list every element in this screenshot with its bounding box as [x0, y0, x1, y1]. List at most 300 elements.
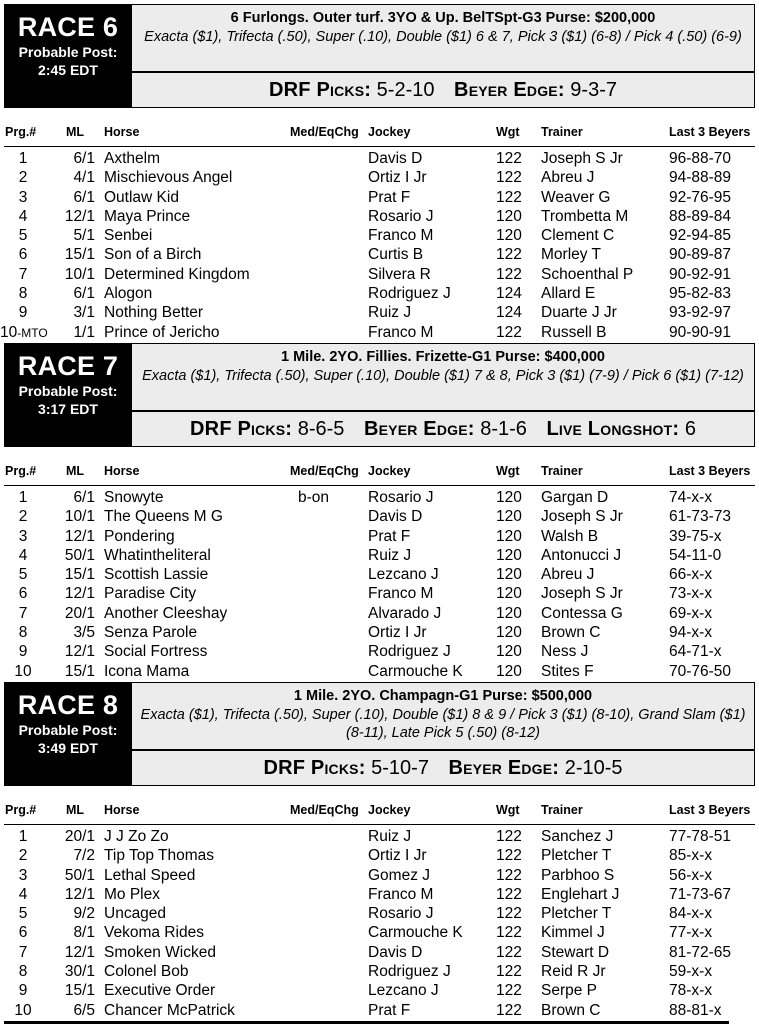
table-row — [4, 847, 755, 866]
column-header-prg: Prg.# — [5, 125, 37, 139]
race-tag — [4, 343, 132, 447]
weight: 120 — [496, 662, 522, 680]
program-number-value: 5 — [18, 566, 28, 584]
horse-name: Maya Prince — [104, 207, 191, 225]
program-number — [4, 1002, 42, 1020]
horse-name: Scottish Lassie — [104, 566, 209, 584]
program-number-value: 5 — [18, 905, 28, 923]
horse-name: Determined Kingdom — [104, 265, 250, 283]
jockey-name: Ortiz I Jr — [368, 169, 427, 187]
weight: 122 — [496, 885, 522, 903]
morning-line-odds: 15/1 — [64, 982, 95, 1000]
last-3-beyers: 88-89-84 — [669, 207, 732, 225]
program-number — [4, 189, 42, 207]
jockey-name: Carmouche K — [368, 924, 463, 942]
weight: 120 — [496, 604, 522, 622]
jockey-name: Silvera R — [368, 265, 431, 283]
morning-line-odds: 12/1 — [64, 527, 95, 545]
weight: 122 — [496, 828, 522, 845]
last-3-beyers: 95-82-83 — [669, 285, 732, 303]
trainer-name: Russell B — [541, 323, 607, 341]
table-row — [4, 547, 755, 566]
program-number — [4, 905, 42, 923]
program-number — [4, 963, 42, 981]
column-header-med: Med/EqChg — [290, 125, 359, 139]
jockey-name: Davis D — [368, 150, 423, 167]
last-3-beyers: 77-78-51 — [669, 828, 732, 845]
jockey-name: Prat F — [368, 1001, 411, 1019]
morning-line-odds: 10/1 — [64, 508, 95, 526]
picks-label: DRF Picks: — [190, 418, 293, 440]
morning-line-odds: 12/1 — [64, 207, 95, 225]
jockey-name: Rodriguez J — [368, 285, 451, 303]
weight: 124 — [496, 285, 522, 303]
horse-name: Vekoma Rides — [104, 924, 204, 942]
jockey-name: Rosario J — [368, 489, 434, 506]
horse-name: Axthelm — [104, 150, 160, 167]
horse-name: Chancer McPatrick — [104, 1001, 235, 1019]
column-header-beyers: Last 3 Beyers — [669, 803, 751, 817]
column-header-jockey: Jockey — [368, 464, 411, 478]
program-number-value: 4 — [18, 546, 28, 564]
race-header — [4, 343, 755, 447]
program-number — [4, 508, 42, 526]
horse-name: J J Zo Zo — [104, 828, 169, 845]
weight: 120 — [496, 546, 522, 564]
program-number — [4, 566, 42, 584]
jockey-name: Lezcano J — [368, 566, 439, 584]
trainer-name: Reid R Jr — [541, 963, 606, 981]
program-number — [4, 944, 42, 962]
table-row — [4, 867, 755, 886]
weight: 122 — [496, 150, 522, 167]
column-header-beyers: Last 3 Beyers — [669, 464, 751, 478]
weight: 122 — [496, 963, 522, 981]
last-3-beyers: 90-90-91 — [669, 323, 732, 341]
column-header-beyers: Last 3 Beyers — [669, 125, 751, 139]
last-3-beyers: 64-71-x — [669, 643, 722, 661]
last-3-beyers: 54-11-0 — [669, 546, 722, 564]
table-row — [4, 304, 755, 323]
jockey-name: Ruiz J — [368, 546, 412, 564]
program-number — [4, 924, 42, 942]
horse-name: Executive Order — [104, 982, 216, 1000]
last-3-beyers: 85-x-x — [669, 847, 713, 865]
jockey-name: Ortiz I Jr — [368, 847, 427, 865]
table-row — [4, 963, 755, 982]
morning-line-odds: 1/1 — [73, 323, 95, 341]
last-3-beyers: 70-76-50 — [669, 662, 732, 680]
morning-line-odds: 3/5 — [73, 624, 95, 642]
table-row — [4, 489, 755, 508]
horse-name: Uncaged — [104, 905, 167, 923]
column-header-ml: ML — [66, 803, 85, 817]
program-number-value: 7 — [18, 943, 28, 961]
race-conditions: 6 Furlongs. Outer turf. 3YO & Up. BelTSpt-G3 Purse: $200,000 — [230, 10, 656, 26]
post-time: 3:17 EDT — [38, 401, 98, 417]
jockey-name: Gomez J — [368, 866, 431, 884]
column-header-wgt: Wgt — [496, 125, 520, 139]
table-row — [4, 982, 755, 1001]
picks-value: 5-10-7 — [371, 757, 429, 779]
horse-name: Mo Plex — [104, 885, 160, 903]
program-number-value: 9 — [18, 643, 28, 661]
table-row — [4, 508, 755, 527]
race-info-box — [132, 343, 755, 447]
column-header-trainer: Trainer — [541, 803, 583, 817]
program-number-value: 5 — [18, 227, 28, 245]
last-3-beyers: 92-76-95 — [669, 188, 732, 206]
race-block — [0, 4, 755, 341]
picks-bar — [132, 749, 754, 785]
picks-label: DRF Picks: — [269, 79, 372, 101]
post-time: 2:45 EDT — [38, 62, 98, 78]
entries-list — [0, 150, 755, 343]
probable-post-label: Probable Post: — [18, 722, 118, 738]
weight: 122 — [496, 169, 522, 187]
program-number-value: 8 — [18, 624, 28, 642]
trainer-name: Duarte J Jr — [541, 304, 617, 322]
weight: 122 — [496, 924, 522, 942]
morning-line-odds: 20/1 — [64, 604, 95, 622]
weight: 122 — [496, 323, 522, 341]
morning-line-odds: 3/1 — [73, 304, 95, 322]
column-header-jockey: Jockey — [368, 125, 411, 139]
trainer-name: Walsh B — [541, 527, 599, 545]
table-row — [4, 227, 755, 246]
picks-value: 8-6-5 — [297, 418, 345, 440]
table-row — [4, 944, 755, 963]
table-row — [4, 663, 755, 682]
jockey-name: Franco M — [368, 885, 434, 903]
table-row — [4, 643, 755, 662]
table-row — [4, 208, 755, 227]
column-header-horse: Horse — [104, 803, 140, 817]
last-3-beyers: 94-x-x — [669, 624, 713, 642]
morning-line-odds: 6/1 — [73, 489, 95, 506]
entries-list — [4, 828, 755, 1021]
program-number-value: 3 — [18, 866, 28, 884]
last-3-beyers: 94-88-89 — [669, 169, 732, 187]
program-number-value: 2 — [18, 847, 28, 865]
table-row — [4, 605, 755, 624]
program-number-value: 2 — [18, 169, 28, 187]
trainer-name: Morley T — [541, 246, 602, 264]
table-row — [4, 528, 755, 547]
horse-name: Snowyte — [104, 489, 164, 506]
jockey-name: Davis D — [368, 943, 423, 961]
table-header — [4, 117, 755, 147]
horse-name: Senza Parole — [104, 624, 198, 642]
horse-name: Mischievous Angel — [104, 169, 233, 187]
trainer-name: Pletcher T — [541, 905, 612, 923]
trainer-name: Gargan D — [541, 489, 609, 506]
last-3-beyers: 96-88-70 — [669, 150, 732, 167]
last-3-beyers: 90-92-91 — [669, 265, 732, 283]
program-number-value: 7 — [18, 265, 28, 283]
trainer-name: Schoenthal P — [541, 265, 634, 283]
weight: 122 — [496, 943, 522, 961]
jockey-name: Rosario J — [368, 207, 434, 225]
program-number-value: 2 — [18, 508, 28, 526]
table-row — [4, 189, 755, 208]
last-3-beyers: 66-x-x — [669, 566, 713, 584]
column-header-wgt: Wgt — [496, 803, 520, 817]
picks-label: Beyer Edge: — [448, 757, 560, 779]
table-row — [4, 566, 755, 585]
weight: 122 — [496, 265, 522, 283]
trainer-name: Trombetta M — [541, 207, 629, 225]
program-number-value: 10 — [0, 323, 18, 341]
morning-line-odds: 50/1 — [64, 546, 95, 564]
weight: 120 — [496, 585, 522, 603]
race-conditions: 1 Mile. 2YO. Fillies. Frizette-G1 Purse: $400,000 — [281, 349, 605, 365]
table-row — [4, 285, 755, 304]
column-header-trainer: Trainer — [541, 464, 583, 478]
horse-name: Smoken Wicked — [104, 943, 216, 961]
weight: 120 — [496, 527, 522, 545]
race-tag — [4, 682, 132, 786]
program-number — [4, 285, 42, 303]
weight: 122 — [496, 982, 522, 1000]
jockey-name: Rodriguez J — [368, 963, 451, 981]
trainer-name: Stewart D — [541, 943, 610, 961]
picks-bar — [132, 410, 754, 446]
weight: 120 — [496, 227, 522, 245]
trainer-name: Allard E — [541, 285, 596, 303]
jockey-name: Alvarado J — [368, 604, 442, 622]
program-number-value: 10 — [14, 662, 32, 680]
race-conditions: 1 Mile. 2YO. Champagn-G1 Purse: $500,000 — [293, 688, 593, 704]
med-eq-change: b-on — [298, 489, 330, 506]
last-3-beyers: 93-92-97 — [669, 304, 732, 322]
trainer-name: Brown C — [541, 624, 601, 642]
last-3-beyers: 78-x-x — [669, 982, 713, 1000]
program-number — [4, 847, 42, 865]
program-number-value: 4 — [18, 885, 28, 903]
program-number-value: 10 — [14, 1001, 32, 1019]
program-number — [4, 828, 42, 846]
trainer-name: Ness J — [541, 643, 589, 661]
morning-line-odds: 15/1 — [64, 566, 95, 584]
probable-post-label: Probable Post: — [18, 44, 118, 60]
last-3-beyers: 92-94-85 — [669, 227, 732, 245]
morning-line-odds: 6/1 — [73, 188, 95, 206]
entries-list — [4, 489, 755, 682]
jockey-name: Franco M — [368, 227, 434, 245]
horse-name: Icona Mama — [104, 662, 190, 680]
morning-line-odds: 30/1 — [64, 963, 95, 981]
last-3-beyers: 81-72-65 — [669, 943, 732, 961]
program-number — [4, 867, 42, 885]
trainer-name: Joseph S Jr — [541, 150, 623, 167]
column-header-med: Med/EqChg — [290, 464, 359, 478]
trainer-name: Serpe P — [541, 982, 598, 1000]
horse-name: Another Cleeshay — [104, 604, 228, 622]
last-3-beyers: 71-73-67 — [669, 885, 732, 903]
program-number — [4, 605, 42, 623]
weight: 120 — [496, 566, 522, 584]
last-3-beyers: 74-x-x — [669, 489, 713, 506]
program-number-value: 8 — [18, 963, 28, 981]
trainer-name: Clement C — [541, 227, 615, 245]
program-number-value: 9 — [18, 982, 28, 1000]
morning-line-odds: 10/1 — [64, 265, 95, 283]
jockey-name: Prat F — [368, 188, 411, 206]
race-number: RACE 7 — [17, 351, 119, 381]
post-time: 3:49 EDT — [38, 740, 98, 756]
trainer-name: Brown C — [541, 1001, 601, 1019]
weight: 122 — [496, 905, 522, 923]
weight: 124 — [496, 304, 522, 322]
jockey-name: Davis D — [368, 508, 423, 526]
jockey-name: Curtis B — [368, 246, 424, 264]
table-row — [4, 585, 755, 604]
morning-line-odds: 5/1 — [73, 227, 95, 245]
race-header — [4, 682, 755, 786]
jockey-name: Rosario J — [368, 905, 434, 923]
horse-name: Lethal Speed — [104, 866, 196, 884]
weight: 122 — [496, 866, 522, 884]
program-number — [4, 528, 42, 546]
last-3-beyers: 84-x-x — [669, 905, 713, 923]
horse-name: Alogon — [104, 285, 153, 303]
probable-post-label: Probable Post: — [18, 383, 118, 399]
last-3-beyers: 39-75-x — [669, 527, 722, 545]
program-number-value: 3 — [18, 527, 28, 545]
trainer-name: Abreu J — [541, 169, 595, 187]
horse-name: Senbei — [104, 227, 153, 245]
race-number: RACE 6 — [17, 12, 119, 42]
table-row — [4, 886, 755, 905]
trainer-name: Antonucci J — [541, 546, 622, 564]
last-3-beyers: 73-x-x — [669, 585, 713, 603]
table-row — [4, 828, 755, 847]
trainer-name: Kimmel J — [541, 924, 605, 942]
program-number-value: 4 — [18, 207, 28, 225]
jockey-name: Carmouche K — [368, 662, 463, 680]
picks-value: 6 — [684, 418, 696, 440]
program-number — [4, 886, 42, 904]
picks-label: Beyer Edge: — [454, 79, 565, 101]
weight: 120 — [496, 643, 522, 661]
horse-name: Pondering — [104, 527, 175, 545]
program-number — [4, 227, 42, 245]
race-wagers: Exacta ($1), Trifecta (.50), Super (.10), Double ($1) 8 & 9 / Pick 3 ($1) (8-10), Grand Slam ($1) (8-11), Late Pick 5 (.50) (8-12) — [140, 707, 746, 741]
horse-name: Prince of Jericho — [104, 323, 220, 341]
program-number-value: 1 — [18, 150, 28, 167]
horse-name: Colonel Bob — [104, 963, 189, 981]
column-header-wgt: Wgt — [496, 464, 520, 478]
program-number-value: 8 — [18, 285, 28, 303]
program-number-value: 9 — [18, 304, 28, 322]
last-3-beyers: 88-81-x — [669, 1001, 722, 1019]
trainer-name: Joseph S Jr — [541, 508, 623, 526]
last-3-beyers: 59-x-x — [669, 963, 713, 981]
program-number — [4, 663, 42, 681]
jockey-name: Prat F — [368, 527, 411, 545]
column-header-jockey: Jockey — [368, 803, 411, 817]
picks-bar — [132, 71, 754, 107]
horse-name: Social Fortress — [104, 643, 208, 661]
trainer-name: Parbhoo S — [541, 866, 615, 884]
column-header-trainer: Trainer — [541, 125, 583, 139]
table-header — [4, 456, 755, 486]
race-info-box — [132, 4, 755, 108]
program-number — [4, 585, 42, 603]
race-header — [4, 4, 755, 108]
program-number-value: 1 — [18, 489, 28, 506]
morning-line-odds: 12/1 — [64, 643, 95, 661]
table-row — [4, 246, 755, 265]
last-3-beyers: 90-89-87 — [669, 246, 732, 264]
trainer-name: Sanchez J — [541, 828, 614, 845]
program-number — [4, 489, 42, 507]
horse-name: Whatintheliteral — [104, 546, 211, 564]
column-header-prg: Prg.# — [5, 464, 37, 478]
picks-label: DRF Picks: — [263, 757, 366, 779]
jockey-name: Lezcano J — [368, 982, 439, 1000]
mto-flag: -MTO — [17, 325, 48, 340]
morning-line-odds: 12/1 — [64, 585, 95, 603]
horse-name: Paradise City — [104, 585, 197, 603]
last-3-beyers: 77-x-x — [669, 924, 713, 942]
horse-name: Tip Top Thomas — [104, 847, 214, 865]
table-row — [4, 624, 755, 643]
weight: 120 — [496, 508, 522, 526]
program-number — [4, 208, 42, 226]
horse-name: Outlaw Kid — [104, 188, 179, 206]
column-header-horse: Horse — [104, 125, 140, 139]
horse-name: Nothing Better — [104, 304, 204, 322]
program-number-value: 1 — [18, 828, 28, 845]
morning-line-odds: 20/1 — [64, 828, 95, 845]
table-row — [4, 266, 755, 285]
jockey-name: Ruiz J — [368, 304, 412, 322]
table-row — [0, 323, 755, 343]
weight: 120 — [496, 624, 522, 642]
program-number — [4, 266, 42, 284]
program-number-value: 3 — [18, 188, 28, 206]
jockey-name: Ortiz I Jr — [368, 624, 427, 642]
morning-line-odds: 6/1 — [73, 150, 95, 167]
last-3-beyers: 69-x-x — [669, 604, 713, 622]
trainer-name: Englehart J — [541, 885, 620, 903]
table-row — [4, 169, 755, 188]
morning-line-odds: 4/1 — [73, 169, 95, 187]
weight: 122 — [496, 1001, 522, 1019]
column-header-ml: ML — [66, 125, 85, 139]
trainer-name: Abreu J — [541, 566, 595, 584]
column-header-prg: Prg.# — [5, 803, 37, 817]
race-block — [4, 682, 755, 1019]
weight: 122 — [496, 847, 522, 865]
program-number-value: 6 — [18, 924, 28, 942]
weight: 120 — [496, 207, 522, 225]
weight: 122 — [496, 246, 522, 264]
morning-line-odds: 6/5 — [73, 1001, 95, 1019]
trainer-name: Joseph S Jr — [541, 585, 623, 603]
race-info-box — [132, 682, 755, 786]
trainer-name: Contessa G — [541, 604, 623, 622]
race-number: RACE 8 — [17, 690, 119, 720]
weight: 122 — [496, 188, 522, 206]
morning-line-odds: 8/1 — [73, 924, 95, 942]
morning-line-odds: 15/1 — [64, 246, 95, 264]
race-block — [4, 343, 755, 680]
picks-label: Beyer Edge: — [363, 418, 475, 440]
program-number — [4, 547, 42, 565]
